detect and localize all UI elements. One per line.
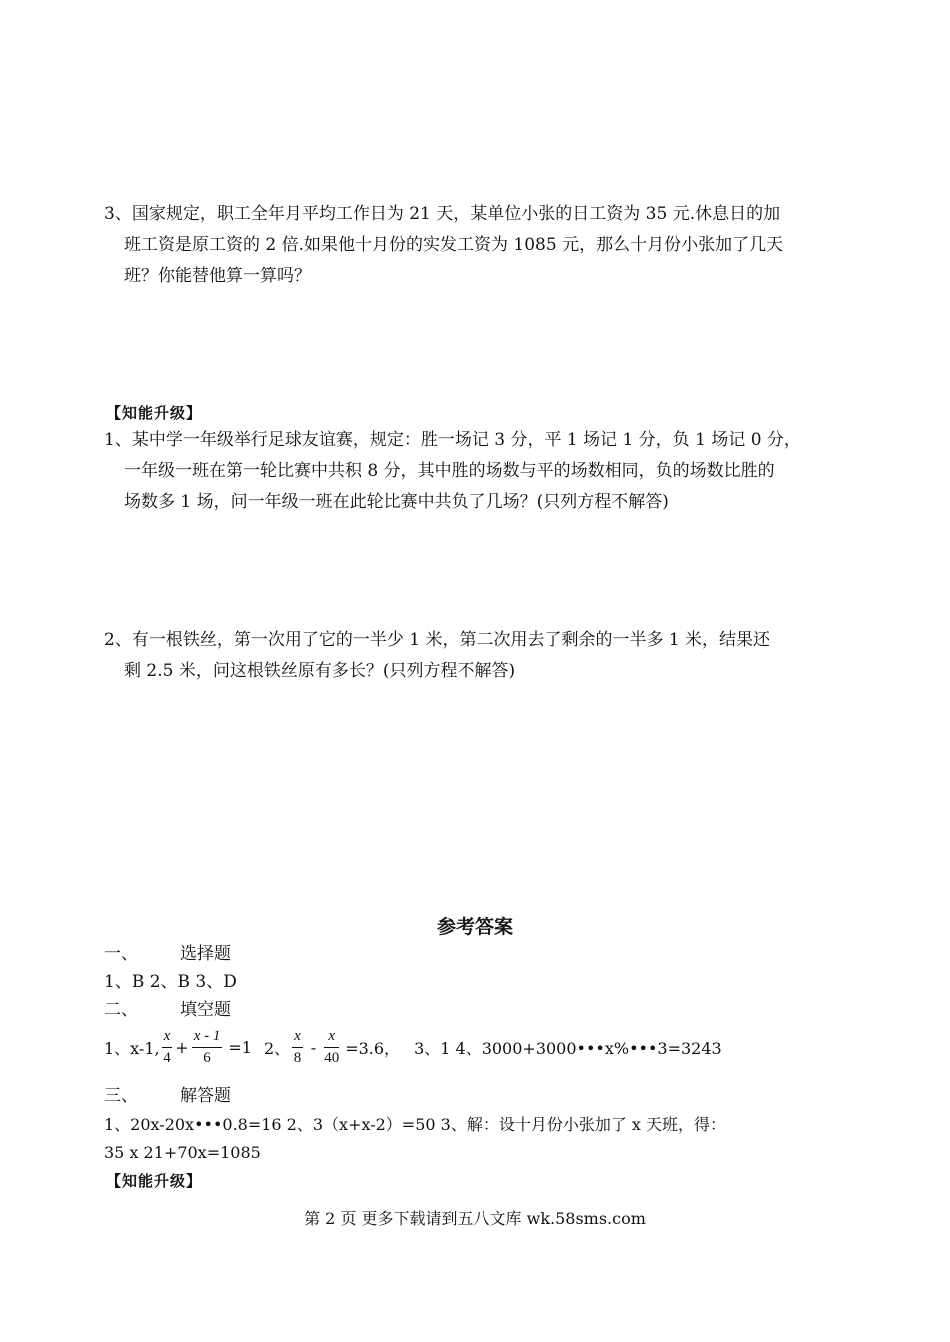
- upgrade-q1-line-3: 场数多 1 场，问一年级一班在此轮比赛中共负了几场？(只列方程不解答): [124, 492, 669, 512]
- part-2-label: 填空题: [180, 1000, 231, 1020]
- fraction-x-over-40: [324, 1028, 339, 1067]
- answers-part-3-heading: [104, 1082, 231, 1110]
- minus-sign: -: [310, 1038, 317, 1057]
- fraction-denominator: 4: [163, 1050, 171, 1066]
- equals-one: =1: [228, 1038, 252, 1057]
- upgrade-q2-line-1: 2、有一根铁丝，第一次用了它的一半少 1 米，第二次用去了剩余的一半多 1 米，结果还: [104, 630, 771, 650]
- upgrade-q1-line-1: 1、某中学一年级举行足球友谊赛，规定：胜一场记 3 分，平 1 场记 1 分，负 1 场记 0 分，: [104, 430, 801, 450]
- question-3-line-1: 3、国家规定，职工全年月平均工作日为 21 天，某单位小张的日工资为 35 元.休息日的加: [104, 204, 781, 224]
- answers-part-1-content: 1、B 2、B 3、D: [104, 972, 237, 992]
- question-3-line-2: 班工资是原工资的 2 倍.如果他十月份的实发工资为 1085 元，那么十月份小张加了几天: [124, 235, 784, 255]
- part-3-label: 解答题: [180, 1086, 231, 1106]
- fraction-denominator: 40: [324, 1050, 340, 1066]
- part-1-label: 选择题: [180, 944, 231, 964]
- part-1-number: 一、: [104, 944, 138, 964]
- fraction-denominator: 8: [293, 1050, 302, 1066]
- item-2-label: 2、: [263, 1039, 291, 1058]
- fraction-numerator: x: [324, 1028, 339, 1048]
- answers-part-2-heading: [104, 996, 231, 1024]
- answers-part-3-line-1: 1、20x-20x•••0.8=16 2、3（x+x-2）=50 3、解：设十月份小张加了 x 天班，得：: [104, 1115, 727, 1134]
- equals-3-6: =3.6，: [345, 1039, 401, 1058]
- part-3-number: 三、: [104, 1086, 138, 1106]
- fraction-x-over-8: [292, 1028, 303, 1067]
- fraction-numerator: x: [162, 1028, 173, 1048]
- question-3-line-3: 班？你能替他算一算吗？: [124, 266, 311, 286]
- answers-upgrade-heading: 【知能升级】: [106, 1172, 203, 1190]
- page-footer: 第 2 页 更多下载请到五八文库 wk.58sms.com: [304, 1209, 646, 1228]
- upgrade-q2-line-2: 剩 2.5 米，问这根铁丝原有多长？(只列方程不解答): [124, 661, 516, 681]
- fraction-x-minus-1-over-6: [192, 1028, 223, 1067]
- answers-title: 参考答案: [436, 916, 513, 938]
- answers-part-1-heading: [104, 940, 231, 968]
- plus-sign: +: [175, 1038, 189, 1057]
- part-2-number: 二、: [104, 1000, 138, 1020]
- answers-part-2-content: [104, 1028, 722, 1067]
- fraction-denominator: 6: [203, 1050, 211, 1066]
- upgrade-q1-line-2: 一年级一班在第一轮比赛中共积 8 分，其中胜的场数与平的场数相同，负的场数比胜的: [124, 461, 775, 481]
- fraction-numerator: x: [292, 1028, 303, 1048]
- upgrade-heading: 【知能升级】: [106, 404, 203, 422]
- part-2-rest: 3、1 4、3000+3000•••x%•••3=3243: [414, 1039, 722, 1058]
- fraction-x-over-4: [162, 1028, 173, 1067]
- fraction-numerator: x - 1: [192, 1028, 223, 1048]
- part-2-prefix: 1、x-1,: [104, 1039, 160, 1058]
- answers-part-3-line-2: 35 x 21+70x=1085: [104, 1143, 261, 1162]
